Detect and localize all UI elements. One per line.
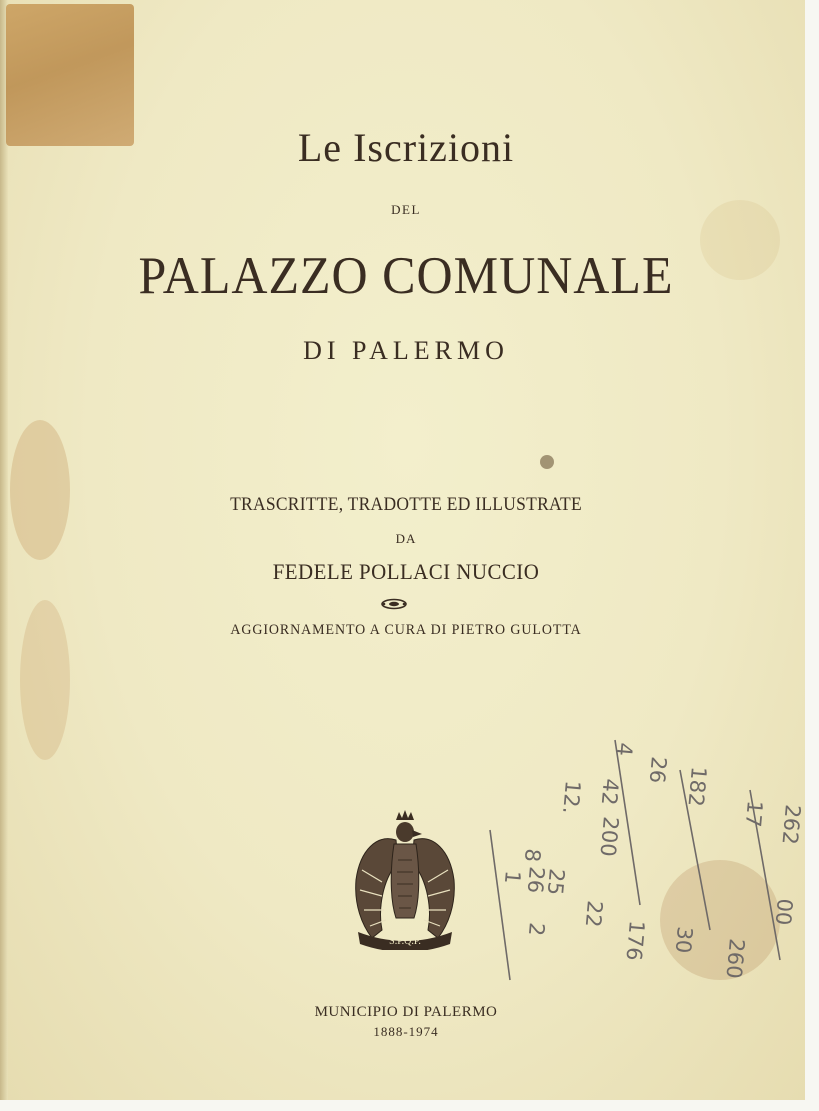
title-line-2: PALAZZO COMUNALE — [138, 245, 674, 305]
subtitle: TRASCRITTE, TRADOTTE ED ILLUSTRATE — [230, 494, 582, 515]
page-margin-right — [805, 0, 819, 1111]
pencil-note: 260 — [721, 937, 749, 980]
title-line-1: Le Iscrizioni — [297, 125, 515, 170]
pencil-note: 12. — [558, 779, 585, 815]
pencil-line — [490, 830, 510, 980]
pencil-note: 26 — [522, 865, 549, 895]
pencil-note: 4 — [611, 741, 637, 757]
title-connector: DEL — [391, 202, 421, 217]
pencil-notes — [480, 730, 810, 1000]
update-note: AGGIORNAMENTO A CURA DI PIETRO GULOTTA — [230, 622, 582, 638]
pencil-note: 2 — [523, 921, 549, 937]
pencil-note: 17 — [740, 799, 767, 829]
by-label: DA — [395, 531, 417, 546]
publication-years: 1888-1974 — [373, 1024, 439, 1039]
pencil-note: 200 — [595, 815, 623, 858]
pencil-note: 42 — [596, 777, 623, 807]
page-margin-bottom — [0, 1100, 819, 1111]
emblem-motto: S.P.Q.P. — [389, 936, 421, 947]
pencil-note: 182 — [683, 765, 711, 808]
title-line-3: DI PALERMO — [303, 336, 509, 365]
foxing-stain — [540, 455, 554, 469]
pencil-note: 1 — [499, 869, 525, 885]
ornament-icon — [380, 598, 408, 610]
pencil-note: 176 — [621, 919, 649, 962]
pencil-note: 8 — [519, 847, 545, 863]
author-name: FEDELE POLLACI NUCCIO — [272, 559, 540, 584]
publisher: MUNICIPIO DI PALERMO — [314, 1004, 498, 1020]
pencil-note: 25 — [542, 867, 569, 897]
pencil-note: 22 — [580, 899, 607, 929]
pencil-note: 26 — [644, 755, 671, 785]
pencil-note: 30 — [670, 925, 697, 955]
pencil-note: 262 — [777, 803, 805, 846]
pencil-note: 00 — [770, 897, 797, 927]
eagle-emblem-icon — [352, 810, 458, 950]
